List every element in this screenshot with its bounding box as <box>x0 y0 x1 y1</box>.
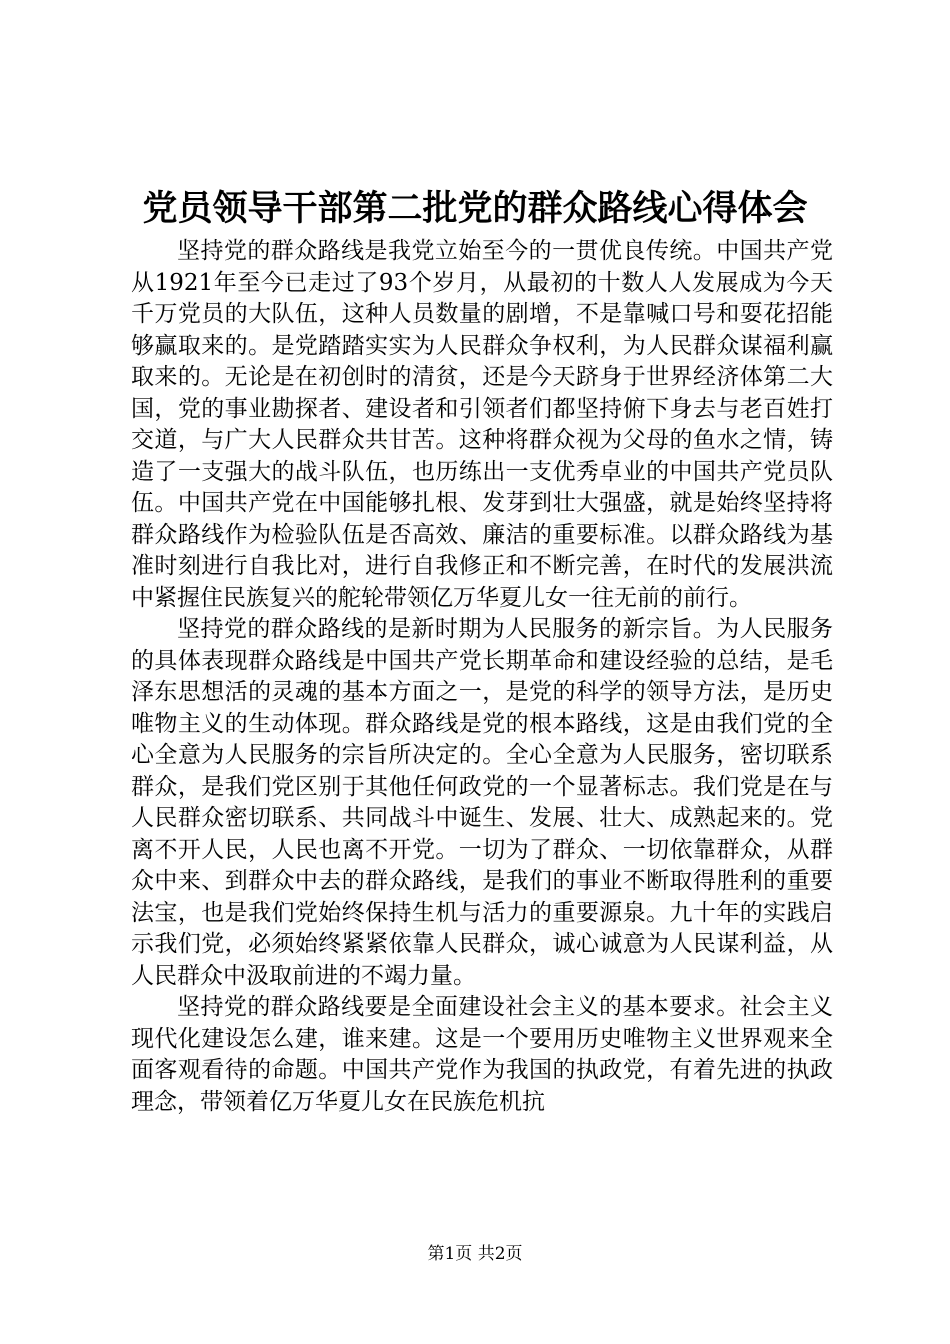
document-body <box>131 236 833 1118</box>
paragraph-2: 坚持党的群众路线的是新时期为人民服务的新宗旨。为人民服务的具体表现群众路线是中国共产党长期革命和建设经验的总结，是毛泽东思想活的灵魂的基本方面之一，是党的科学的领导方法，是历史唯物主义的生动体现。群众路线是党的根本路线，这是由我们党的全心全意为人民服务的宗旨所决定的。全心全意为人民服务，密切联系群众，是我们党区别于其他任何政党的一个显著标志。我们党是在与人民群众密切联系、共同战斗中诞生、发展、壮大、成熟起来的。党离不开人民，人民也离不开党。一切为了群众、一切依靠群众，从群众中来、到群众中去的群众路线，是我们的事业不断取得胜利的重要法宝，也是我们党始终保持生机与活力的重要源泉。九十年的实践启示我们党，必须始终紧紧依靠人民群众，诚心诚意为人民谋利益，从人民群众中汲取前进的不竭力量。 <box>131 616 833 989</box>
page-indicator: 第1页 共2页 <box>427 1244 523 1264</box>
paragraph-1: 坚持党的群众路线是我党立始至今的一贯优良传统。中国共产党从1921年至今已走过了93个岁月，从最初的十数人人发展成为今天千万党员的大队伍，这种人员数量的剧增，不是靠喊口号和耍花招能够赢取来的。是党踏踏实实为人民群众争权利，为人民群众谋福利赢取来的。无论是在初创时的清贫，还是今天跻身于世界经济体第二大国，党的事业勘探者、建设者和引领者们都坚持俯下身去与老百姓打交道，与广大人民群众共甘苦。这种将群众视为父母的鱼水之情，铸造了一支强大的战斗队伍，也历练出一支优秀卓业的中国共产党员队伍。中国共产党在中国能够扎根、发芽到壮大强盛，就是始终坚持将群众路线作为检验队伍是否高效、廉洁的重要标准。以群众路线为基准时刻进行自我比对，进行自我修正和不断完善，在时代的发展洪流中紧握住民族复兴的舵轮带领亿万华夏儿女一往无前的前行。 <box>131 238 833 611</box>
document-title: 党员领导干部第二批党的群众路线心得体会 <box>142 189 808 229</box>
paragraph-3: 坚持党的群众路线要是全面建设社会主义的基本要求。社会主义现代化建设怎么建，谁来建。这是一个要用历史唯物主义世界观来全面客观看待的命题。中国共产党作为我国的执政党，有着先进的执政理念，带领着亿万华夏儿女在民族危机抗 <box>131 994 833 1115</box>
